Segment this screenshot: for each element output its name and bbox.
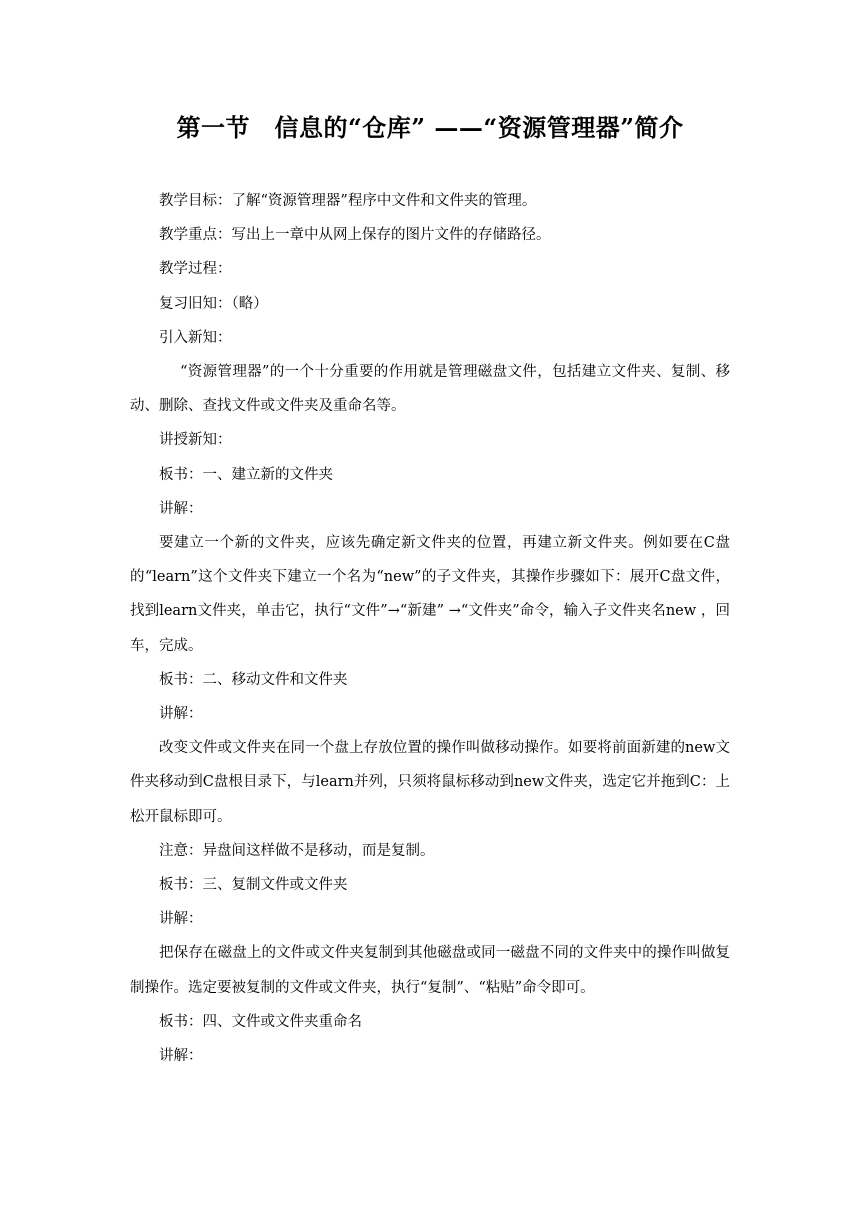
paragraph-create-folder: 要建立一个新的文件夹，应该先确定新文件夹的位置，再建立新文件夹。例如要在C盘的“learn”这个文件夹下建立一个名为“new”的子文件夹，其操作步骤如下：展开C盘文件，找到learn文件夹，单击它，执行“文件”→“新建” →“文件夹”命令，输入子文件夹名new ，回车，完成。 — [130, 535, 730, 654]
document-body — [130, 184, 730, 1073]
paragraph-introduce: 引入新知： — [159, 329, 232, 346]
paragraph-teaching-goal: 教学目标：了解“资源管理器”程序中文件和文件夹的管理。 — [159, 193, 537, 209]
paragraph-teaching-process: 教学过程： — [159, 261, 232, 278]
paragraph-explorer-intro: “资源管理器”的一个十分重要的作用就是管理磁盘文件，包括建立文件夹、复制、移动、删除、查找文件或文件夹及重命名等。 — [130, 364, 730, 415]
label-explain: 讲解： — [159, 706, 203, 723]
heading-rename: 板书：四、文件或文件夹重命名 — [159, 1013, 362, 1030]
paragraph-review: 复习旧知：（略） — [159, 295, 268, 312]
paragraph-teaching-focus: 教学重点：写出上一章中从网上保存的图片文件的存储路径。 — [159, 227, 551, 244]
paragraph-copy-files: 把保存在磁盘上的文件或文件夹复制到其他磁盘或同一磁盘不同的文件夹中的操作叫做复制操作。选定要被复制的文件或文件夹，执行“复制”、“粘贴”命令即可。 — [130, 945, 730, 996]
label-explain: 讲解： — [159, 1048, 203, 1065]
page-title: 第一节 信息的“仓库” ——“资源管理器”简介 — [176, 113, 684, 142]
paragraph-note: 注意：异盘间这样做不是移动，而是复制。 — [159, 842, 435, 859]
heading-create-folder: 板书：一、建立新的文件夹 — [159, 466, 333, 483]
paragraph-teach-new: 讲授新知： — [159, 432, 232, 449]
heading-copy-files: 板书：三、复制文件或文件夹 — [159, 877, 348, 894]
paragraph-move-files: 改变文件或文件夹在同一个盘上存放位置的操作叫做移动操作。如要将前面新建的new文件夹移动到C盘根目录下，与learn并列，只须将鼠标移动到new文件夹，选定它并拖到C：上松开鼠标即可。 — [130, 740, 730, 825]
label-explain: 讲解： — [159, 911, 203, 928]
label-explain: 讲解： — [159, 500, 203, 517]
heading-move-files: 板书：二、移动文件和文件夹 — [159, 671, 348, 688]
